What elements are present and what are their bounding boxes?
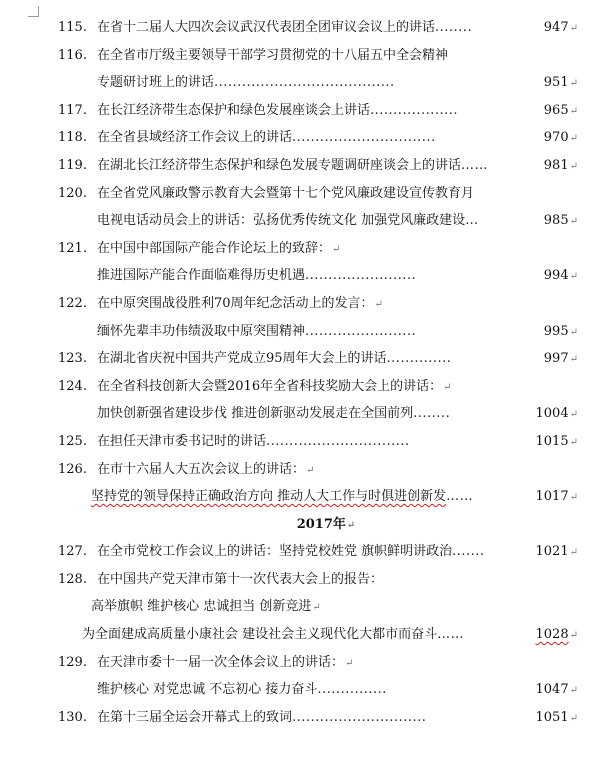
dot-leader: ........................ bbox=[305, 268, 417, 284]
entry-page-number: 1017 bbox=[535, 489, 569, 505]
toc-entry-119[interactable] bbox=[0, 152, 612, 180]
paragraph-mark-icon: ↵ bbox=[569, 630, 578, 642]
entry-page-number: 1028 bbox=[535, 627, 569, 643]
entry-title: 在全省县域经济工作会议上的讲话 bbox=[97, 130, 293, 146]
paragraph-mark-icon: ↵ bbox=[374, 298, 383, 310]
entry-number: 129. bbox=[58, 654, 87, 670]
year-heading-text: 2017年 bbox=[296, 516, 346, 532]
paragraph-mark-icon: ↵ bbox=[569, 326, 578, 338]
paragraph-mark-icon: ↵ bbox=[306, 464, 315, 476]
entry-page-number: 1047 bbox=[535, 682, 569, 698]
paragraph-mark-icon: ↵ bbox=[346, 519, 356, 531]
entry-title: 在天津市委十一届一次全体会议上的讲话： bbox=[97, 654, 345, 670]
toc-entry-130[interactable] bbox=[0, 704, 612, 732]
entry-page-number: 947 bbox=[543, 20, 569, 35]
entry-number: 124. bbox=[58, 378, 87, 394]
entry-title-continued: 为全面建成高质量小康社会 建设社会主义现代化大都市而奋斗 bbox=[82, 627, 438, 643]
entry-page-number: 965 bbox=[543, 102, 569, 118]
toc-entry-116[interactable] bbox=[0, 42, 612, 70]
dot-leader: ............................. bbox=[292, 709, 427, 725]
paragraph-mark-icon: ↵ bbox=[569, 133, 578, 145]
toc-entry-124-continued[interactable] bbox=[0, 400, 612, 428]
entry-number: 116. bbox=[58, 47, 87, 63]
paragraph-mark-icon: ↵ bbox=[569, 436, 578, 448]
entry-page-number: 970 bbox=[543, 130, 569, 146]
toc-entry-115[interactable] bbox=[0, 14, 612, 42]
dot-leader: ........................ bbox=[305, 323, 417, 339]
entry-title: 在湖北省庆祝中国共产党成立95周年大会上的讲话 bbox=[97, 351, 387, 367]
toc-entry-124[interactable] bbox=[0, 373, 612, 401]
entry-title: 在中国共产党天津市第十一次代表大会上的报告： bbox=[97, 571, 384, 587]
entry-page-number: 995 bbox=[543, 323, 569, 339]
toc-entry-126[interactable] bbox=[0, 456, 612, 484]
entry-title-continued: 高举旗帜 维护核心 忠诚担当 创新竞进 bbox=[91, 599, 312, 615]
entry-title-continued: 加快创新强省建设步伐 推进创新驱动发展走在全国前列 bbox=[97, 406, 414, 422]
entry-title: 在湖北长江经济带生态保护和绿色发展专题调研座谈会上的讲话 bbox=[97, 157, 462, 173]
toc-entry-129[interactable] bbox=[0, 649, 612, 677]
entry-title: 在长江经济带生态保护和绿色发展座谈会上讲话 bbox=[97, 102, 371, 118]
paragraph-mark-icon: ↵ bbox=[345, 657, 354, 669]
entry-number: 123. bbox=[58, 351, 87, 367]
entry-page-number: 994 bbox=[543, 268, 569, 284]
toc-entry-128-subtitle[interactable] bbox=[0, 593, 612, 621]
paragraph-mark-icon: ↵ bbox=[569, 23, 578, 34]
paragraph-mark-icon: ↵ bbox=[569, 492, 578, 504]
dot-leader: ........ bbox=[413, 406, 451, 422]
toc-entry-122-continued[interactable] bbox=[0, 318, 612, 346]
paragraph-mark-icon: ↵ bbox=[569, 271, 578, 283]
toc-entry-127[interactable] bbox=[0, 538, 612, 566]
toc-entry-118[interactable] bbox=[0, 124, 612, 152]
paragraph-mark-icon: ↵ bbox=[569, 354, 578, 366]
entry-page-number: 985 bbox=[543, 213, 569, 229]
toc-entry-121[interactable] bbox=[0, 235, 612, 263]
year-heading bbox=[0, 511, 612, 539]
paragraph-mark-icon: ↵ bbox=[569, 409, 578, 421]
entry-title: 在担任天津市委书记时的讲话 bbox=[97, 433, 267, 449]
dot-leader: ............................... bbox=[266, 433, 410, 449]
entry-title-continued: 电视电话动员会上的讲话：弘扬优秀传统文化 加强党风廉政建设 bbox=[97, 213, 466, 229]
entry-number: 115. bbox=[58, 20, 87, 35]
toc-entry-120[interactable] bbox=[0, 180, 612, 208]
toc-entry-128[interactable] bbox=[0, 566, 612, 594]
dot-leader: ....................................... bbox=[214, 75, 395, 91]
toc-entry-128-continued[interactable] bbox=[0, 621, 612, 649]
entry-number: 121. bbox=[58, 240, 87, 256]
paragraph-mark-icon: ↵ bbox=[312, 602, 321, 614]
entry-number: 120. bbox=[58, 185, 87, 201]
entry-number: 125. bbox=[58, 433, 87, 449]
dot-leader: …… bbox=[437, 627, 465, 643]
entry-title-continued: 缅怀先辈丰功伟绩汲取中原突围精神 bbox=[97, 323, 306, 339]
entry-number: 126. bbox=[58, 461, 87, 477]
entry-number: 128. bbox=[58, 571, 87, 587]
toc-entry-116-continued[interactable] bbox=[0, 69, 612, 97]
paragraph-mark-icon: ↵ bbox=[569, 160, 578, 172]
toc-entry-129-continued[interactable] bbox=[0, 676, 612, 704]
dot-leader: …… bbox=[461, 157, 489, 173]
dot-leader: .............. bbox=[386, 351, 452, 367]
entry-title: 在全市党校工作会议上的讲话：坚持党校姓党 旗帜鲜明讲政治 bbox=[97, 544, 453, 560]
entry-title: 在市十六届人大五次会议上的讲话： bbox=[97, 461, 306, 477]
toc-entry-121-continued[interactable] bbox=[0, 262, 612, 290]
entry-title-continued: 坚持党的领导保持正确政治方向 推动人大工作与时俱进创新发 bbox=[91, 489, 447, 505]
entry-page-number: 981 bbox=[543, 157, 569, 173]
entry-number: 127. bbox=[58, 544, 87, 560]
dot-leader: ............... bbox=[317, 682, 387, 698]
paragraph-mark-icon: ↵ bbox=[569, 78, 578, 90]
entry-title-continued: 推进国际产能合作面临难得历史机遇 bbox=[97, 268, 306, 284]
entry-title: 在全省科技创新大会暨2016年全省科技奖励大会上的讲话： bbox=[97, 378, 443, 394]
entry-number: 122. bbox=[58, 295, 87, 311]
entry-title: 在中国中部国际产能合作论坛上的致辞： bbox=[97, 240, 332, 256]
entry-number: 118. bbox=[58, 130, 87, 146]
dot-leader: ........ bbox=[435, 20, 473, 35]
dot-leader: ................... bbox=[370, 102, 459, 118]
dot-leader: ....... bbox=[452, 544, 485, 560]
entry-title: 在省十二届人大四次会议武汉代表团全团审议会议上的讲话 bbox=[97, 20, 436, 35]
paragraph-mark-icon: ↵ bbox=[569, 216, 578, 228]
entry-title-continued: 专题研讨班上的讲话 bbox=[97, 75, 215, 91]
dot-leader: …… bbox=[446, 489, 474, 505]
entry-page-number: 1051 bbox=[535, 709, 569, 725]
entry-page-number: 1004 bbox=[535, 406, 569, 422]
entry-title: 在第十三届全运会开幕式上的致词 bbox=[97, 709, 293, 725]
entry-title: 在全省党风廉政警示教育大会暨第十七个党风廉政建设宣传教育月 bbox=[97, 185, 475, 201]
entry-title: 在全省市厅级主要领导干部学习贯彻党的十八届五中全会精神 bbox=[97, 47, 449, 63]
paragraph-mark-icon: ↵ bbox=[332, 243, 341, 255]
entry-title: 在中原突围战役胜利70周年纪念活动上的发言： bbox=[97, 295, 374, 311]
paragraph-mark-icon: ↵ bbox=[569, 685, 578, 697]
entry-page-number: 1021 bbox=[535, 544, 569, 560]
entry-page-number: 951 bbox=[543, 75, 569, 91]
dot-leader: … bbox=[465, 213, 479, 229]
entry-title-continued: 维护核心 对党忠诚 不忘初心 接力奋斗 bbox=[97, 682, 318, 698]
toc-entry-125[interactable] bbox=[0, 428, 612, 456]
paragraph-mark-icon: ↵ bbox=[443, 381, 452, 393]
paragraph-mark-icon: ↵ bbox=[569, 547, 578, 559]
table-of-contents bbox=[0, 14, 612, 731]
entry-number: 119. bbox=[58, 157, 87, 173]
toc-entry-126-continued[interactable] bbox=[0, 483, 612, 511]
paragraph-mark-icon: ↵ bbox=[569, 105, 578, 117]
toc-entry-120-continued[interactable] bbox=[0, 207, 612, 235]
dot-leader: ............................... bbox=[292, 130, 436, 146]
entry-page-number: 1015 bbox=[535, 433, 569, 449]
toc-entry-117[interactable] bbox=[0, 97, 612, 125]
entry-number: 117. bbox=[58, 102, 87, 118]
paragraph-mark-icon: ↵ bbox=[569, 712, 578, 724]
toc-entry-123[interactable] bbox=[0, 345, 612, 373]
toc-entry-122[interactable] bbox=[0, 290, 612, 318]
entry-number: 130. bbox=[58, 709, 87, 725]
entry-page-number: 997 bbox=[543, 351, 569, 367]
